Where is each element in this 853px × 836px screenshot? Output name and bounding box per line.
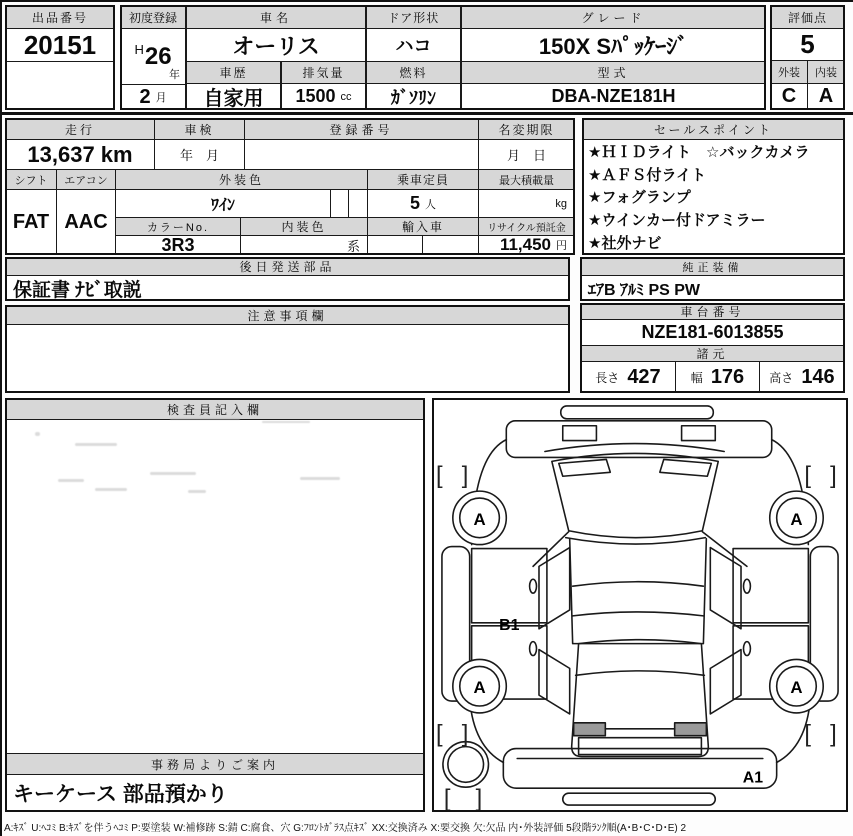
damage-mark-rear-bumper: A1 bbox=[742, 769, 764, 787]
notes-area bbox=[5, 324, 570, 393]
door-handle-rear-left bbox=[530, 642, 537, 656]
interior-grade-value: A bbox=[807, 83, 845, 110]
spec-length-cell bbox=[580, 361, 676, 393]
scan-edge-top bbox=[0, 0, 853, 2]
damage-mark-wheel-front-right: A bbox=[790, 509, 803, 529]
office-info-value: キーケース 部品預かり bbox=[5, 774, 425, 812]
grade-label: グレード bbox=[461, 5, 766, 29]
handwriting-smudge bbox=[150, 472, 196, 475]
tail-light-right bbox=[675, 723, 707, 736]
rear-bumper-bar bbox=[563, 793, 716, 805]
era-letter: H bbox=[134, 42, 144, 57]
seat-line-rear bbox=[573, 612, 704, 616]
inspector-notes-area bbox=[5, 419, 425, 754]
month-unit: 月 bbox=[155, 92, 167, 104]
capacity-value-cell bbox=[367, 189, 479, 218]
name-change-deadline-value: 月 日 bbox=[478, 139, 575, 170]
model-code-label: 型式 bbox=[461, 61, 766, 84]
sales-point-item: ★ウインカー付ドアミラー bbox=[588, 212, 766, 230]
lot-number-empty-cell bbox=[5, 61, 115, 110]
door-shape-value: ハコ bbox=[366, 28, 461, 62]
recycle-deposit-value: 11,450 bbox=[499, 235, 551, 254]
bracket-mark: [ bbox=[804, 720, 812, 748]
displacement-value-cell bbox=[281, 83, 366, 110]
mileage-value: 13,637 km bbox=[5, 139, 155, 170]
interior-color-value-cell bbox=[240, 235, 368, 255]
car-name-value: オーリス bbox=[186, 28, 366, 62]
displacement-unit: cc bbox=[340, 90, 352, 103]
color-number-value: 3R3 bbox=[115, 235, 241, 255]
windshield-top-arc bbox=[545, 444, 724, 452]
damage-mark-wheel-front-left: A bbox=[473, 509, 486, 529]
front-bumper-bar bbox=[561, 406, 714, 419]
front-door-left bbox=[472, 549, 547, 623]
registration-number-label: 登録番号 bbox=[244, 118, 479, 140]
registration-number-value bbox=[244, 139, 479, 170]
bracket-mark: ] bbox=[475, 785, 483, 810]
side-glass-rear-left bbox=[539, 650, 570, 714]
damage-mark-wheel-rear-left: A bbox=[473, 678, 486, 698]
interior-color-suffix: 系 bbox=[346, 238, 360, 254]
spec-width-cell bbox=[675, 361, 760, 393]
spec-length-value: 427 bbox=[627, 365, 661, 388]
exterior-color-sub-cell bbox=[348, 189, 368, 218]
shaken-value: 年 月 bbox=[154, 139, 245, 170]
sales-point-item: ★ＨＩＤライト ☆バックカメラ bbox=[588, 143, 810, 161]
spec-height-label: 高さ bbox=[769, 370, 794, 385]
color-number-label: カラーNo. bbox=[115, 217, 241, 236]
handwriting-smudge bbox=[58, 479, 84, 482]
headlight-left bbox=[563, 426, 597, 441]
sun-visor-right bbox=[660, 459, 711, 476]
section-divider bbox=[0, 112, 853, 115]
lot-number-value: 20151 bbox=[5, 28, 115, 62]
car-history-value: 自家用 bbox=[186, 83, 281, 110]
shaken-label: 車検 bbox=[154, 118, 245, 140]
office-info-label: 事務局よりご案内 bbox=[5, 753, 425, 775]
sales-points-list bbox=[582, 139, 845, 255]
aircon-value: AAC bbox=[56, 189, 116, 255]
door-handle-front-right bbox=[743, 579, 750, 593]
capacity-label: 乗車定員 bbox=[367, 169, 479, 190]
recycle-deposit-label: リサイクル預託金 bbox=[478, 217, 575, 236]
side-glass-rear-right bbox=[710, 650, 741, 714]
capacity-value: 5 bbox=[409, 193, 420, 213]
first-registration-year-cell bbox=[120, 28, 186, 85]
shift-value: FAT bbox=[5, 189, 57, 255]
score-label: 評価点 bbox=[770, 5, 845, 29]
lot-number-label: 出品番号 bbox=[5, 5, 115, 29]
handwriting-smudge bbox=[262, 421, 310, 423]
rear-window bbox=[572, 640, 709, 757]
shift-label: シフト bbox=[5, 169, 57, 190]
license-plate-area bbox=[579, 738, 702, 755]
exterior-color-value: ﾜｲﾝ bbox=[115, 189, 331, 218]
max-load-label: 最大積載量 bbox=[478, 169, 575, 190]
mileage-label: 走行 bbox=[5, 118, 155, 140]
bracket-mark: ] bbox=[830, 462, 837, 490]
oem-equipment-label: 純正装備 bbox=[580, 257, 845, 276]
recycle-deposit-value-cell bbox=[478, 235, 575, 255]
handwriting-smudge bbox=[35, 432, 40, 436]
import-car-sub-cell bbox=[422, 235, 479, 255]
capacity-unit: 人 bbox=[425, 198, 436, 211]
bracket-mark: ] bbox=[830, 720, 837, 748]
interior-grade-label: 内装 bbox=[807, 60, 845, 84]
legend-text: A:ｷｽﾞ U:ﾍｺﾐ B:ｷｽﾞを伴うﾍｺﾐ P:要塗装 W:補修跡 S:錆 C:腐食、穴 G:ﾌﾛﾝﾄｶﾞﾗｽ点ｷｽﾞ XX:交換済み X:要交換 欠:欠品 内･外装評価 5段階ﾗﾝｸ順(A･B･C･D･E) 2 bbox=[4, 823, 687, 834]
sales-point-item: ★社外ナビ bbox=[588, 235, 662, 253]
registration-month: 2 bbox=[139, 85, 151, 108]
spec-height-cell bbox=[759, 361, 845, 393]
bracket-mark: ] bbox=[461, 720, 469, 748]
displacement-label: 排気量 bbox=[281, 61, 366, 84]
interior-color-label: 内装色 bbox=[240, 217, 368, 236]
front-door-right bbox=[733, 549, 808, 623]
bracket-mark: ] bbox=[461, 462, 469, 490]
tail-light-left bbox=[574, 723, 606, 736]
recycle-deposit-unit: 円 bbox=[556, 240, 567, 252]
cowl-arc bbox=[566, 538, 706, 544]
score-value: 5 bbox=[770, 28, 845, 61]
spec-width-label: 幅 bbox=[690, 370, 703, 385]
scan-edge-left bbox=[0, 0, 2, 836]
headlight-right bbox=[682, 426, 716, 441]
exterior-grade-label: 外装 bbox=[770, 60, 808, 84]
max-load-unit: kg bbox=[555, 197, 567, 210]
later-shipped-parts-label: 後日発送部品 bbox=[5, 257, 570, 276]
door-handle-rear-right bbox=[743, 642, 750, 656]
car-history-label: 車歴 bbox=[186, 61, 281, 84]
first-registration-label: 初度登録 bbox=[120, 5, 186, 29]
displacement-value: 1500 bbox=[295, 86, 336, 106]
sales-point-item: ★フォグランプ bbox=[588, 189, 691, 207]
spec-height-value: 146 bbox=[801, 365, 835, 388]
fuel-label: 燃料 bbox=[366, 61, 461, 84]
spec-length-label: 長さ bbox=[595, 370, 620, 385]
cabin-floor bbox=[570, 539, 707, 644]
notes-label: 注意事項欄 bbox=[5, 305, 570, 325]
handwriting-smudge bbox=[75, 443, 117, 446]
spec-width-value: 176 bbox=[710, 365, 745, 388]
oem-equipment-value: ｴｱB ｱﾙﾐ PS PW bbox=[580, 275, 845, 301]
name-change-deadline-label: 名変期限 bbox=[478, 118, 575, 140]
handwriting-smudge bbox=[300, 477, 340, 480]
year-unit: 年 bbox=[169, 69, 180, 81]
registration-year: 26 bbox=[144, 42, 172, 70]
side-glass-front-right bbox=[710, 548, 741, 629]
exterior-color-label: 外装色 bbox=[115, 169, 368, 190]
handwriting-smudge bbox=[95, 488, 127, 491]
bracket-mark: [ bbox=[804, 462, 812, 490]
chassis-number-label: 車台番号 bbox=[580, 303, 845, 320]
damage-mark-left-door: B1 bbox=[499, 616, 520, 634]
seat-line-front bbox=[573, 582, 704, 586]
spare-tire-inner bbox=[448, 747, 484, 783]
car-name-label: 車名 bbox=[186, 5, 366, 29]
sales-points-label: セールスポイント bbox=[582, 118, 845, 140]
import-car-label: 輸入車 bbox=[367, 217, 479, 236]
specs-label: 諸元 bbox=[580, 345, 845, 362]
car-diagram-box bbox=[432, 398, 848, 812]
handwriting-smudge bbox=[188, 490, 206, 493]
door-handle-front-left bbox=[530, 579, 537, 593]
bracket-mark: [ bbox=[443, 785, 451, 810]
car-damage-diagram bbox=[434, 400, 846, 810]
chassis-number-value: NZE181-6013855 bbox=[580, 319, 845, 346]
parcel-shelf-arc bbox=[576, 671, 705, 675]
bracket-mark: [ bbox=[435, 720, 443, 748]
side-glass-front-left bbox=[539, 548, 570, 629]
aircon-label: エアコン bbox=[56, 169, 116, 190]
model-code-value: DBA-NZE181H bbox=[461, 83, 766, 110]
inspector-notes-label: 検査員記入欄 bbox=[5, 398, 425, 420]
handwriting-smudge bbox=[170, 418, 240, 420]
first-registration-month-cell bbox=[120, 84, 186, 110]
spare-tire-outer bbox=[443, 742, 489, 788]
windshield bbox=[552, 453, 718, 537]
sun-visor-left bbox=[559, 459, 610, 476]
sales-point-item: ★ＡＦＳ付ライト bbox=[588, 166, 706, 184]
damage-mark-wheel-rear-right: A bbox=[790, 678, 803, 698]
fuel-value: ｶﾞｿﾘﾝ bbox=[366, 83, 461, 110]
exterior-color-sub-cell bbox=[330, 189, 349, 218]
max-load-value-cell bbox=[478, 189, 575, 218]
exterior-grade-value: C bbox=[770, 83, 808, 110]
import-car-sub-cell bbox=[367, 235, 423, 255]
door-shape-label: ドア形状 bbox=[366, 5, 461, 29]
grade-value: 150X Sﾊﾟｯｹｰｼﾞ bbox=[461, 28, 766, 62]
later-shipped-parts-value: 保証書 ﾅﾋﾞ取説 bbox=[5, 275, 570, 301]
bracket-mark: [ bbox=[435, 462, 443, 490]
